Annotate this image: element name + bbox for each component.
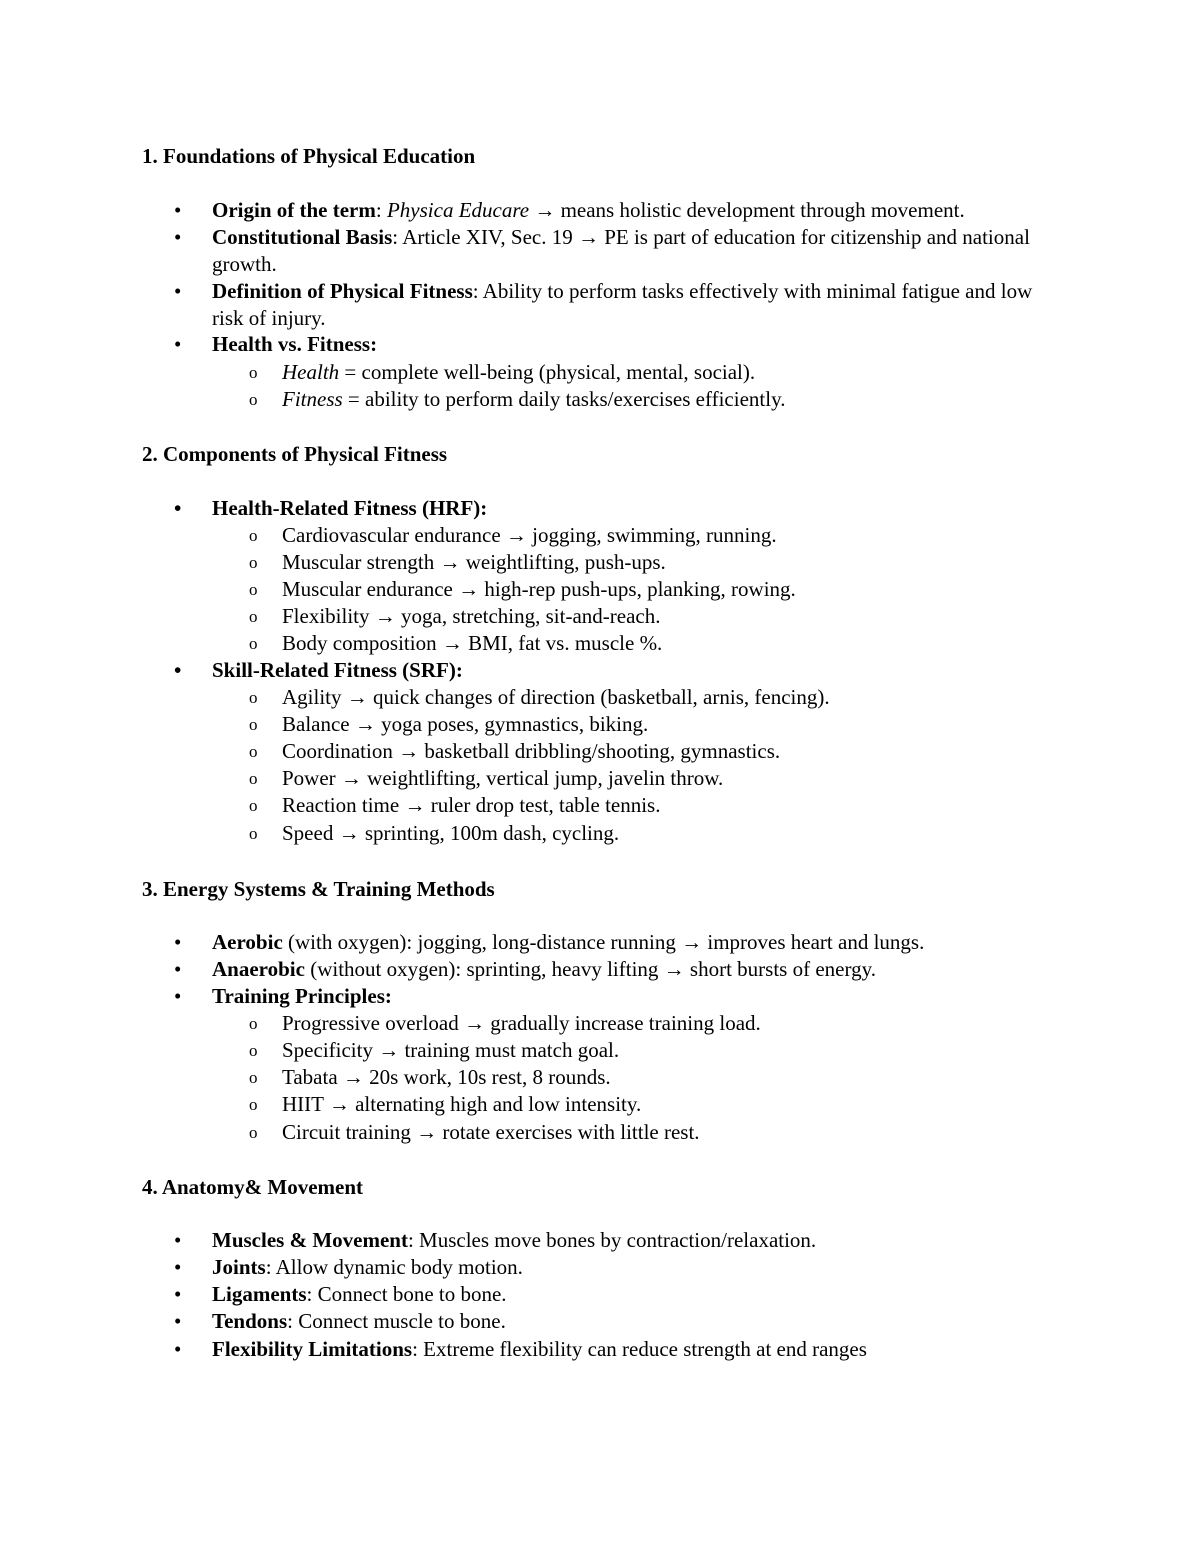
list-item: • Health-Related Fitness (HRF): [212,495,1062,522]
sub-list-item: o Body composition → BMI, fat vs. muscle %. [282,630,1062,657]
list-item: • Muscles & Movement: Muscles move bones by contraction/relaxation. [212,1227,1062,1254]
sub-list-item: o Power → weightlifting, vertical jump, javelin throw. [282,765,1062,792]
sub-list-item: o Reaction time → ruler drop test, table tennis. [282,792,1062,819]
sub-list-item: o Cardiovascular endurance → jogging, swimming, running. [282,522,1062,549]
list-item: • Skill-Related Fitness (SRF): [212,657,1062,684]
list-item: • Health vs. Fitness: [212,331,1062,358]
sub-list-item: o Progressive overload → gradually increase training load. [282,1010,1062,1037]
sub-list-item: o Fitness = ability to perform daily tasks/exercises efficiently. [282,386,1062,413]
sub-list-item: o HIIT → alternating high and low intensity. [282,1091,1062,1118]
sub-list-item: o Coordination → basketball dribbling/shooting, gymnastics. [282,738,1062,765]
list-item: • Flexibility Limitations: Extreme flexibility can reduce strength at end ranges [212,1336,1062,1363]
list-item: • Tendons: Connect muscle to bone. [212,1308,1062,1335]
list-item: • Anaerobic (without oxygen): sprinting, heavy lifting → short bursts of energy. [212,956,1062,983]
sub-list-item: o Muscular endurance → high-rep push-ups, planking, rowing. [282,576,1062,603]
sub-list-item: o Tabata → 20s work, 10s rest, 8 rounds. [282,1064,1062,1091]
list-item: • Definition of Physical Fitness: Ability to perform tasks effectively with minimal fatigue and low risk of injury. [212,278,1062,332]
sub-list-item: o Circuit training → rotate exercises with little rest. [282,1119,1062,1146]
sub-list-item: o Specificity → training must match goal. [282,1037,1062,1064]
section-1-heading: 1. Foundations of Physical Education [142,144,476,168]
list-item: • Training Principles: [212,983,1062,1010]
section-4-heading: 4. Anatomy& Movement [142,1175,364,1199]
sub-list-item: o Muscular strength → weightlifting, push-ups. [282,549,1062,576]
section-3-heading: 3. Energy Systems & Training Methods [142,877,495,901]
sub-list-item: o Speed → sprinting, 100m dash, cycling. [282,820,1062,847]
list-item: • Joints: Allow dynamic body motion. [212,1254,1062,1281]
sub-list-item: o Flexibility → yoga, stretching, sit-and-reach. [282,603,1062,630]
list-item: • Ligaments: Connect bone to bone. [212,1281,1062,1308]
list-item: • Aerobic (with oxygen): jogging, long-distance running → improves heart and lungs. [212,929,1062,956]
list-item: • Origin of the term: Physica Educare → means holistic development through movement. [212,197,1062,224]
section-2-heading: 2. Components of Physical Fitness [142,442,448,466]
sub-list-item: o Health = complete well-being (physical, mental, social). [282,359,1062,386]
sub-list-item: o Balance → yoga poses, gymnastics, biking. [282,711,1062,738]
list-item: • Constitutional Basis: Article XIV, Sec. 19 → PE is part of education for citizenship and national growth. [212,224,1062,278]
sub-list-item: o Agility → quick changes of direction (basketball, arnis, fencing). [282,684,1062,711]
